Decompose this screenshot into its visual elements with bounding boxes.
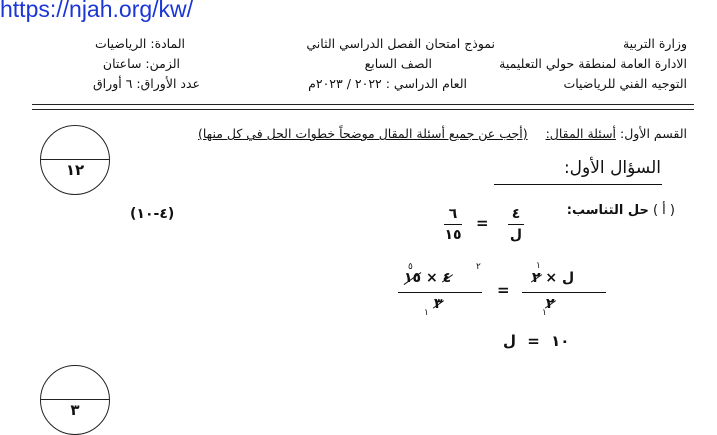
watermark-url: https://njah.org/kw/ — [0, 0, 194, 22]
question-title: السؤال الأول: — [563, 158, 661, 178]
fraction-four-over-l — [508, 206, 524, 243]
header-rule-bottom — [32, 109, 694, 110]
section-name: أسئلة المقال: — [545, 126, 617, 141]
step-right-denominator — [546, 296, 555, 312]
equals-sign: = — [476, 214, 489, 232]
header-pages: عدد الأوراق: ٦ أوراق — [92, 76, 200, 91]
part-task: حل التناسب: — [566, 203, 649, 218]
fraction-numerator: ٤ — [511, 206, 521, 222]
step-left-bar — [398, 292, 482, 293]
reduced-one-bottom: ١ — [542, 308, 547, 318]
step-left-denominator — [434, 296, 443, 312]
step-equals-sign: = — [497, 281, 510, 299]
header-grade: الصف السابع — [364, 56, 432, 71]
header-model: نموذج امتحان الفصل الدراسي الثاني — [306, 36, 495, 51]
fraction-bar — [508, 224, 524, 225]
crossed-two-bottom: ٢ — [546, 296, 555, 312]
step-left-numerator — [404, 270, 451, 286]
answer-value: ١٠ — [551, 332, 570, 350]
part-letter: ( أ ) — [652, 203, 675, 218]
header-department: التوجيه الفني للرياضيات — [563, 76, 687, 91]
question-title-underline — [494, 184, 662, 185]
header-duration: الزمن: ساعتان — [102, 56, 180, 71]
score-circle-second — [40, 365, 110, 435]
score-circle-divider — [41, 159, 109, 160]
fraction-denominator: ١٥ — [444, 227, 462, 243]
step-right-bar — [522, 292, 606, 293]
step-right-numerator — [532, 270, 574, 286]
header-rule-top — [32, 104, 694, 105]
variable-l: ل — [562, 270, 575, 286]
reduced-two: ٢ — [476, 262, 481, 272]
reduced-one-top: ١ — [536, 261, 541, 271]
fraction-denominator: ل — [509, 227, 523, 243]
times-sign: × — [425, 270, 438, 286]
header-district: الادارة العامة لمنطقة حولي التعليمية — [499, 56, 687, 71]
answer-equals: = — [527, 332, 540, 350]
reduced-five: ٥ — [408, 262, 413, 272]
score-circle-divider — [41, 399, 109, 400]
part-label — [567, 203, 675, 218]
crossed-four: ٤ — [442, 270, 452, 286]
header-subject: المادة: الرياضيات — [94, 36, 185, 51]
answer-line — [503, 332, 569, 350]
crossed-two-top: ٢ — [532, 270, 541, 286]
fraction-six-fifteenths — [444, 206, 462, 243]
reduced-one-left: ١ — [424, 308, 429, 318]
fraction-numerator: ٦ — [448, 206, 458, 222]
crossed-fifteen: ١٥ — [404, 270, 422, 286]
section-instruction: (أجب عن جميع أسئلة المقال موضحاً خطوات الحل في كل منها) — [198, 126, 528, 141]
question-points: (٤-١٠) — [130, 206, 175, 222]
score-value: ١٢ — [65, 161, 85, 179]
score-circle — [40, 125, 110, 195]
fraction-bar — [444, 224, 462, 225]
crossed-three: ٣ — [434, 296, 443, 312]
score-value: ٣ — [70, 401, 80, 419]
header-year: العام الدراسي : ٢٠٢٢ / ٢٠٢٣م — [308, 76, 467, 91]
times-sign: × — [545, 270, 558, 286]
section-heading — [198, 126, 687, 141]
header-ministry: وزارة التربية — [622, 36, 687, 51]
answer-variable: ل — [503, 332, 517, 350]
section-title: القسم الأول: — [620, 126, 687, 141]
